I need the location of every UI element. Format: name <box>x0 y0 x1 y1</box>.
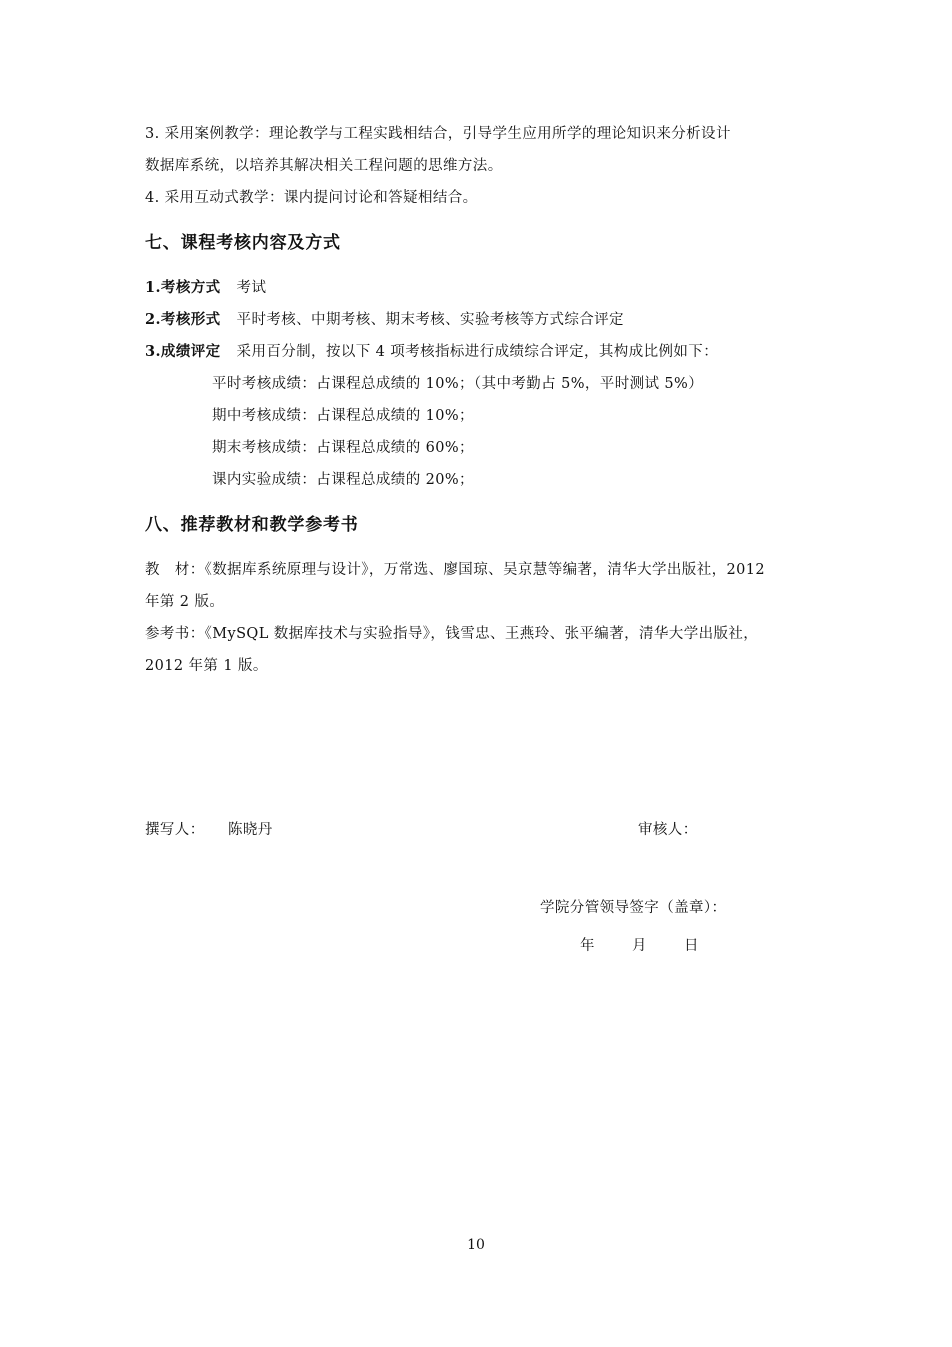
textbook-line2: 年第 2 版。 <box>145 594 225 610</box>
author-name: 陈晓丹 <box>228 822 273 838</box>
textbook-line1: 教 材：《数据库系统原理与设计》，万常选、廖国琼、吴京慧等编著，清华大学出版社，2012 <box>145 562 765 578</box>
dean-signature-label: 学院分管领导签字（盖章）： <box>540 900 727 916</box>
grading-value: 采用百分制，按以下 4 项考核指标进行成绩综合评定，其构成比例如下： <box>236 344 719 360</box>
teaching-method-4: 4. 采用互动式教学：课内提问讨论和答疑相结合。 <box>145 190 478 206</box>
date-month: 月 <box>632 938 647 954</box>
assessment-form-label: 2.考核形式 <box>145 311 221 328</box>
reference-line1: 参考书：《MySQL 数据库技术与实验指导》，钱雪忠、王燕玲、张平编著，清华大学出版社， <box>145 626 759 642</box>
reference-line2: 2012 年第 1 版。 <box>145 658 268 674</box>
date-day: 日 <box>684 938 699 954</box>
author-label: 撰写人： <box>145 822 205 838</box>
assessment-method-label: 1.考核方式 <box>145 279 221 296</box>
grading-row <box>145 342 718 362</box>
grade-component-lab: 课内实验成绩：占课程总成绩的 20%； <box>212 472 474 488</box>
grading-label: 3.成绩评定 <box>145 343 221 360</box>
grade-component-regular: 平时考核成绩：占课程总成绩的 10%；（其中考勤占 5%，平时测试 5%） <box>212 376 704 392</box>
assessment-method-row <box>145 278 266 298</box>
grade-component-midterm: 期中考核成绩：占课程总成绩的 10%； <box>212 408 474 424</box>
teaching-method-3-line1: 3. 采用案例教学：理论教学与工程实践相结合，引导学生应用所学的理论知识来分析设计 <box>145 126 731 142</box>
page-number: 10 <box>467 1237 485 1253</box>
assessment-method-value: 考试 <box>236 280 267 296</box>
section-7-heading: 七、课程考核内容及方式 <box>145 233 341 253</box>
date-year: 年 <box>580 938 595 954</box>
teaching-method-3-line2: 数据库系统，以培养其解决相关工程问题的思维方法。 <box>145 158 503 174</box>
assessment-form-value: 平时考核、中期考核、期末考核、实验考核等方式综合评定 <box>236 312 624 328</box>
section-8-heading: 八、推荐教材和教学参考书 <box>145 515 359 535</box>
assessment-form-row <box>145 310 624 330</box>
grade-component-final: 期末考核成绩：占课程总成绩的 60%； <box>212 440 474 456</box>
reviewer-label: 审核人： <box>638 822 698 838</box>
